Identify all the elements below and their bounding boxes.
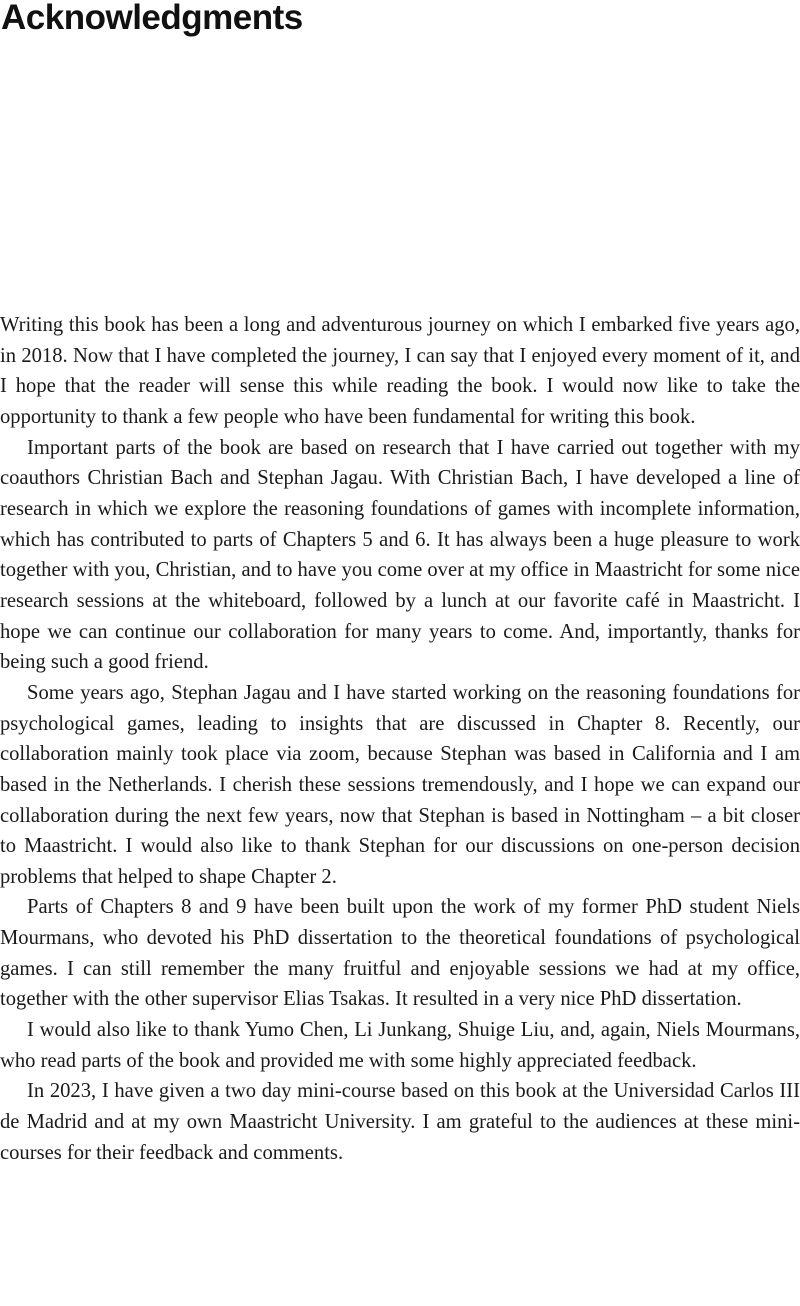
paragraph-5: I would also like to thank Yumo Chen, Li Junkang, Shuige Liu, and, again, Niels Mourmans, who read parts of the book and provided me with some highly appreciated feedback.	[0, 1019, 800, 1072]
page-title: Acknowledgments	[1, 0, 303, 37]
paragraph-3: Some years ago, Stephan Jagau and I have started working on the reasoning foundations for psychological games, leading to insights that are discussed in Chapter 8. Recently, our collaboration mainly took place via zoom, because Stephan was based in California and I am based in the Netherlands. I cherish these sessions tremendously, and I hope we can expand our collaboration during the next few years, now that Stephan is based in Nottingham – a bit closer to Maastricht. I would also like to thank Stephan for our discussions on one-person decision problems that helped to shape Chapter 2.	[0, 681, 800, 888]
paragraph-2: Important parts of the book are based on research that I have carried out together with my coauthors Christian Bach and Stephan Jagau. With Christian Bach, I have developed a line of research in which we explore the reasoning foundations of games with incomplete information, which has contributed to parts of Chapters 5 and 6. It has always been a huge pleasure to work together with you, Christian, and to have you come over at my office in Maastricht for some nice research sessions at the whiteboard, followed by a lunch at our favorite café in Maastricht. I hope we can continue our collaboration for many years to come. And, importantly, thanks for being such a good friend.	[0, 436, 800, 674]
paragraph-6: In 2023, I have given a two day mini-course based on this book at the Universidad Carlos III de Madrid and at my own Maastricht University. I am grateful to the audiences at these mini-courses for their feedback and comments.	[0, 1080, 800, 1164]
paragraph-1: Writing this book has been a long and adventurous journey on which I embarked five years ago, in 2018. Now that I have completed the journey, I can say that I enjoyed every moment of it, and I hope that the reader will sense this while reading the book. I would now like to take the opportunity to thank a few people who have been fundamental for writing this book.	[0, 314, 800, 428]
paragraph-4: Parts of Chapters 8 and 9 have been built upon the work of my former PhD student Niels Mourmans, who devoted his PhD dissertation to the theoretical foundations of psychological games. I can still remember the many fruitful and enjoyable sessions we had at my office, together with the other supervisor Elias Tsakas. It resulted in a very nice PhD dissertation.	[0, 896, 800, 1011]
acknowledgments-body	[0, 310, 800, 1168]
